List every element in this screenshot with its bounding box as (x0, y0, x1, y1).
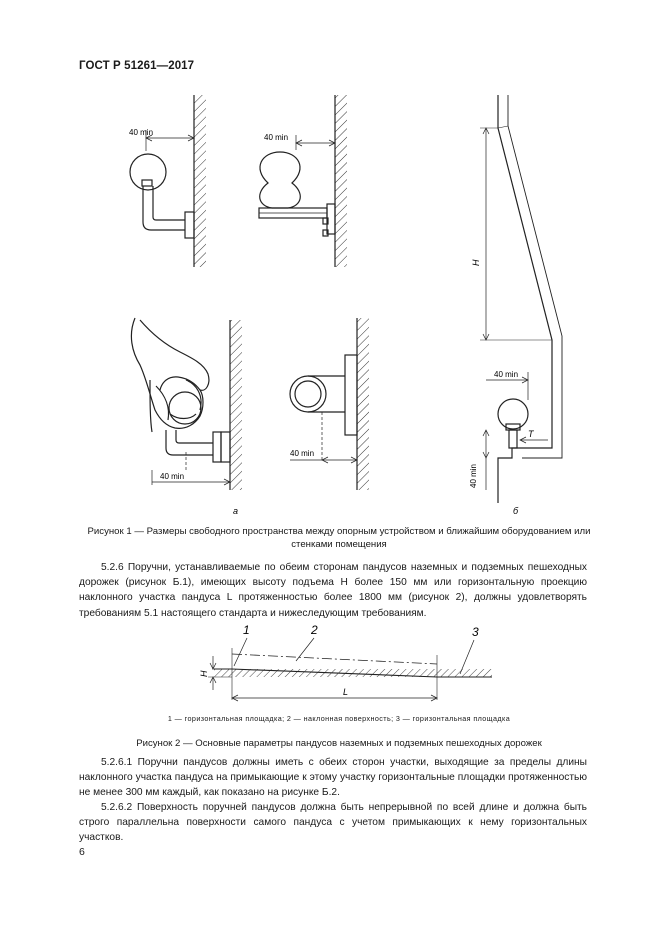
callout-2: 2 (311, 623, 318, 637)
panel-2-mushroom-handrail (259, 95, 347, 267)
panel-5-slanted-wall-handrail (480, 95, 562, 503)
panel-3-hand-grip-handrail (131, 318, 242, 490)
sublabel-a: а (233, 506, 239, 516)
document-header: ГОСТ Р 51261—2017 (79, 60, 195, 72)
fig2-dim-H: H (199, 670, 209, 677)
page-number: 6 (79, 846, 85, 858)
panel-1-round-handrail (130, 95, 206, 267)
sublabel-b: б (513, 506, 519, 516)
dim-label-40min-panel5-vertical: 40 min (469, 463, 478, 488)
figure-2-caption: Рисунок 2 — Основные параметры пандусов наземных и подземных пешеходных дорожек (136, 738, 542, 749)
dim-label-40min-panel5-horizontal: 40 min (494, 370, 519, 379)
dim-label-40min-panel4: 40 min (290, 449, 315, 458)
dim-label-H: H (471, 259, 481, 266)
paragraph-5-2-6-2: 5.2.6.2 Поверхность поручней пандусов должна быть непрерывной по всей длине и должна быть строго параллельна поверхности самого пандуса с учетом примыкающих к нему горизонтальных участков. (79, 802, 587, 844)
panel-4-tube-handrail (290, 318, 369, 490)
paragraph-5-2-6-1: 5.2.6.1 Поручни пандусов должны иметь с обеих сторон участки, выходящие за пределы длины наклонного участка пандуса на примыкающие к этому участку горизонтальные площадки протяженностью не менее 300 мм каждый, как показано на рисунке Б.2. (79, 757, 587, 799)
paragraph-5-2-6: 5.2.6 Поручни, устанавливаемые по обеим сторонам пандусов наземных и подземных пешеходных дорожек (рисунок Б.1), имеющих высоту подъема H более 150 мм или горизонтальную проекцию наклонного участка пандуса L протяженностью более 1800 мм (рисунок 2), должны удовлетворять требованиям 5.1 настоящего стандарта и нижеследующим требованиям. (79, 562, 587, 619)
figure-2-legend: 1 — горизонтальная площадка; 2 — наклонная поверхность; 3 — горизонтальная площадка (167, 714, 511, 723)
fig2-dim-L: L (343, 687, 349, 697)
dim-label-40min-panel1: 40 min (129, 128, 154, 137)
callout-1: 1 (243, 623, 250, 637)
dim-label-40min-panel3: 40 min (160, 472, 185, 481)
dim-label-T: T (528, 429, 534, 439)
callout-3: 3 (472, 625, 479, 639)
dim-label-40min-panel2: 40 min (264, 133, 289, 142)
figure-1-caption: Рисунок 1 — Размеры свободного пространства между опорным устройством и ближайшим оборудованием или стенками помещения (87, 526, 591, 550)
